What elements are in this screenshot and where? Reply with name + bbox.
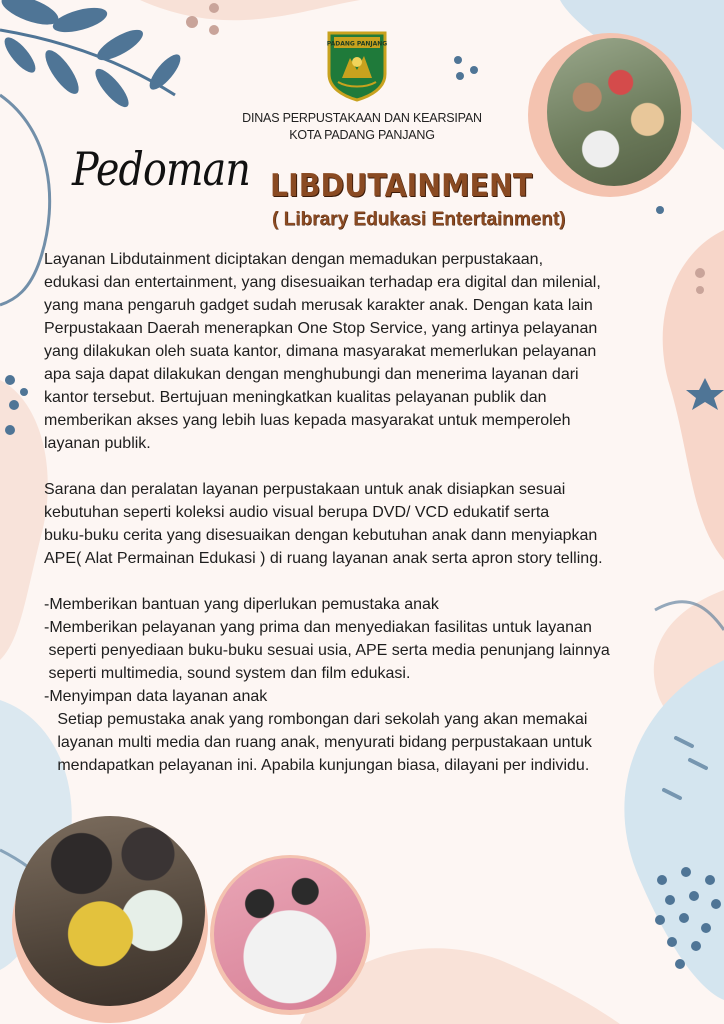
photo-kids-coloring-bottom-center	[214, 858, 366, 1010]
paragraph-line: yang dilakukan oleh suata kantor, dimana masyarakat memerlukan pelayanan	[44, 343, 597, 360]
photo-girls-reading-bottom-left	[15, 816, 205, 1006]
leaf-branch-icon	[0, 0, 185, 112]
blue-curve-left	[0, 95, 50, 305]
paragraph-line: Sarana dan peralatan layanan perpustakaan untuk anak disiapkan sesuai	[44, 481, 566, 498]
paragraph-1	[44, 248, 684, 455]
title-script: Pedoman	[72, 142, 250, 196]
org-line-2: KOTA PADANG PANJANG	[289, 128, 435, 142]
service-list	[44, 593, 684, 777]
paragraph-line: yang mana pengaruh gadget sudah merusak karakter anak. Dengan kata lain	[44, 297, 593, 314]
list-item: layanan multi media dan ruang anak, menyurati bidang perpustakaan untuk	[44, 734, 592, 751]
list-item: seperti multimedia, sound system dan film edukasi.	[44, 665, 411, 682]
padang-panjang-logo	[326, 30, 388, 102]
paragraph-line: buku-buku cerita yang disesuaikan dengan kebutuhan anak dann menyiapkan	[44, 527, 598, 544]
paragraph-line: Perpustakaan Daerah menerapkan One Stop Service, yang artinya pelayanan	[44, 320, 598, 337]
peach-blob-top	[140, 0, 360, 20]
svg-text:PADANG PANJANG: PADANG PANJANG	[326, 40, 388, 48]
list-item: -Menyimpan data layanan anak	[44, 688, 268, 705]
title-main: LIBDUTAINMENT	[270, 168, 533, 204]
title-subtitle: ( Library Edukasi Entertainment)	[272, 209, 566, 230]
organization-name	[200, 110, 524, 144]
paragraph-line: kebutuhan seperti koleksi audio visual berupa DVD/ VCD edukatif serta	[44, 504, 550, 521]
list-item: seperti penyediaan buku-buku sesuai usia, APE serta media penunjang lainnya	[44, 642, 610, 659]
paragraph-line: APE( Alat Permainan Edukasi ) di ruang layanan anak serta apron story telling.	[44, 550, 603, 567]
paragraph-line: kantor tersebut. Bertujuan meningkatkan kualitas pelayanan publik dan	[44, 389, 547, 406]
paragraph-line: layanan publik.	[44, 435, 151, 452]
paragraph-2	[44, 478, 684, 570]
list-item: mendapatkan pelayanan ini. Apabila kunjungan biasa, dilayani per individu.	[44, 757, 590, 774]
list-item: Setiap pemustaka anak yang rombongan dari sekolah yang akan memakai	[44, 711, 588, 728]
body-text	[44, 248, 684, 777]
paragraph-line: apa saja dapat dilakukan dengan menghubungi dan menerima layanan dari	[44, 366, 579, 383]
paragraph-line: memberikan akses yang lebih luas kepada masyarakat untuk memperoleh	[44, 412, 571, 429]
list-item: -Memberikan bantuan yang diperlukan pemustaka anak	[44, 596, 439, 613]
peach-blob-left	[0, 380, 48, 660]
org-line-1: DINAS PERPUSTAKAAN DAN KEARSIPAN	[242, 111, 482, 125]
photo-children-reading-top	[547, 38, 681, 186]
paragraph-line: edukasi dan entertainment, yang disesuaikan terhadap era digital dan milenial,	[44, 274, 601, 291]
list-item: -Memberikan pelayanan yang prima dan menyediakan fasilitas untuk layanan	[44, 619, 592, 636]
paragraph-line: Layanan Libdutainment diciptakan dengan memadukan perpustakaan,	[44, 251, 544, 268]
